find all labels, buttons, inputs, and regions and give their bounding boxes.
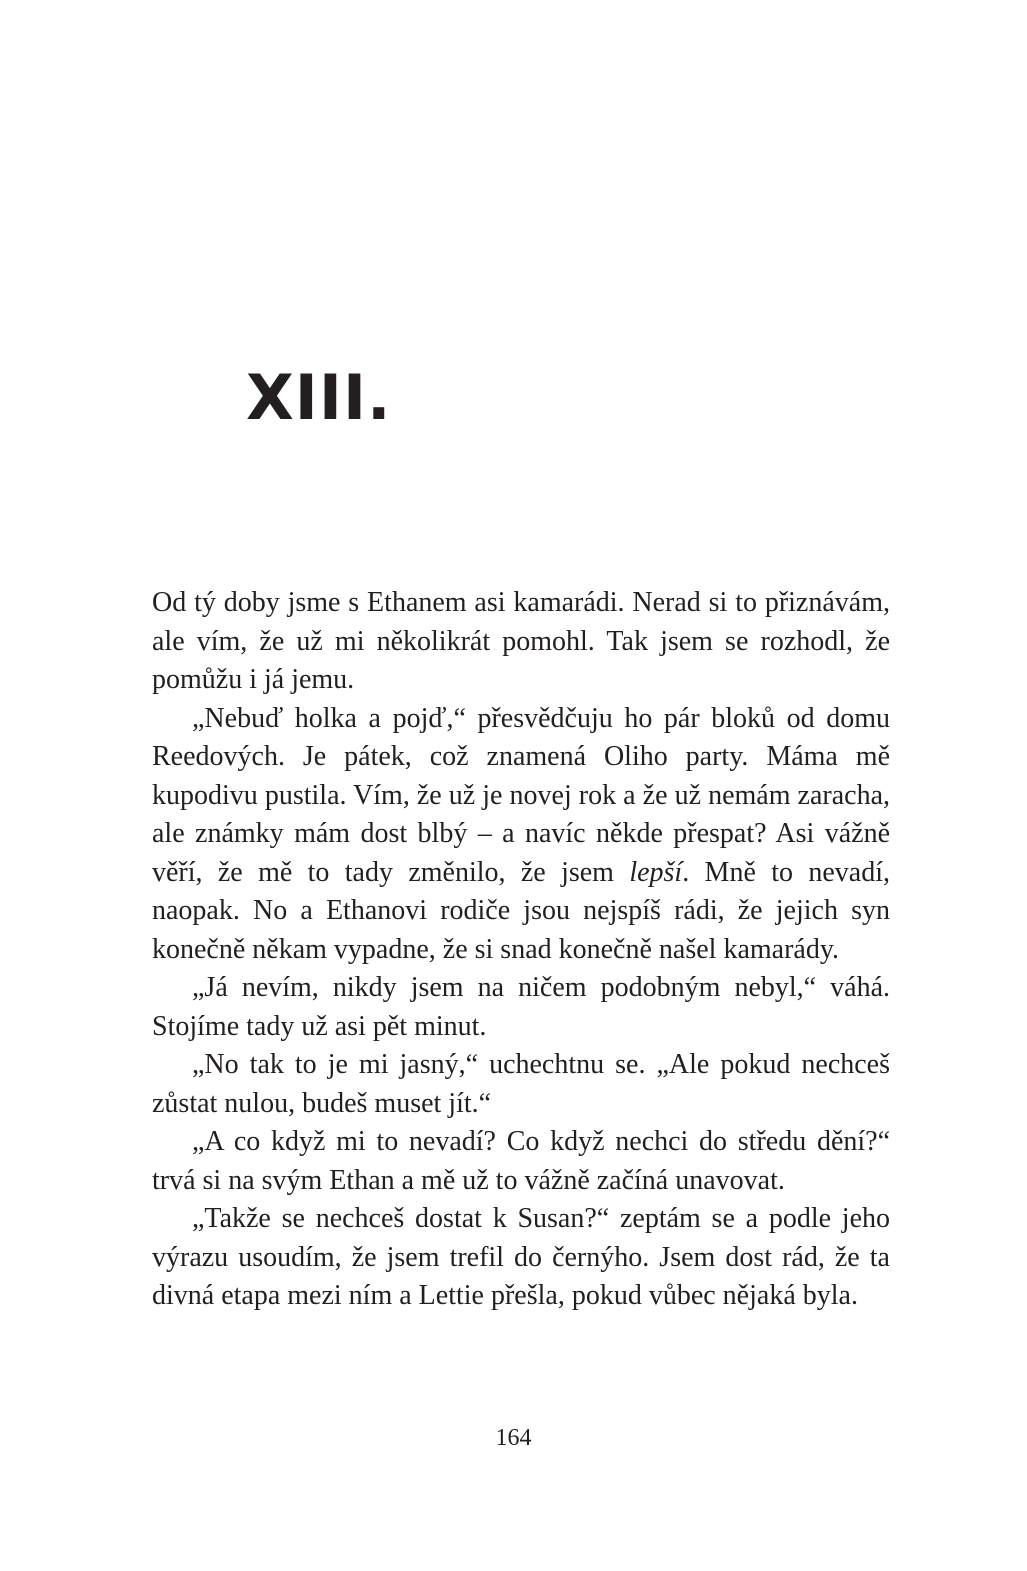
text-run: . Mně to nevadí, naopak. No a Ethanovi rodiče jsou nejspíš rádi, že jejich syn konečně někam vypadne, že si snad konečně našel kamarády. [152,856,890,965]
paragraph [152,584,890,700]
page-number: 164 [495,1425,532,1451]
text-run: „Nebuď holka a pojď,“ přesvědčuju ho pár bloků od domu Reedových. Je pátek, což znamená Oliho party. Máma mě kupodivu pustila. Vím, že už je novej rok a že už nemám zaracha, ale známky mám dost blbý – a navíc někde přespat? Asi vážně věří, že mě to tady změnilo, že jsem [152,702,890,888]
text-run: „Já nevím, nikdy jsem na ničem podobným nebyl,“ váhá. Stojíme tady už asi pět minut. [152,972,890,1042]
paragraph [152,1200,890,1316]
text-run: „Takže se nechceš dostat k Susan?“ zeptám se a podle jeho výrazu usoudím, že jsem trefil do černýho. Jsem dost rád, že ta divná etapa mezi ním a Lettie přešla, pokud vůbec nějaká byla. [152,1203,890,1311]
chapter-title: XIII. [246,361,392,434]
text-run: „No tak to je mi jasný,“ uchechtnu se. „Ale pokud nechceš zůstat nulou, budeš muset jít.“ [152,1049,890,1119]
text-run: Od tý doby jsme s Ethanem asi kamarádi. Nerad si to přiznávám, ale vím, že už mi několikrát pomohl. Tak jsem se rozhodl, že pomůžu i já jemu. [152,587,890,695]
text-run: „A co když mi to nevadí? Co když nechci do středu dění?“ trvá si na svým Ethan a mě už to vážně začíná unavovat. [152,1126,890,1196]
emphasized-text: lepší [629,856,683,888]
paragraph [152,1046,890,1123]
chapter-body [152,584,890,1316]
paragraph [152,700,890,970]
paragraph [152,1123,890,1200]
paragraph [152,969,890,1046]
